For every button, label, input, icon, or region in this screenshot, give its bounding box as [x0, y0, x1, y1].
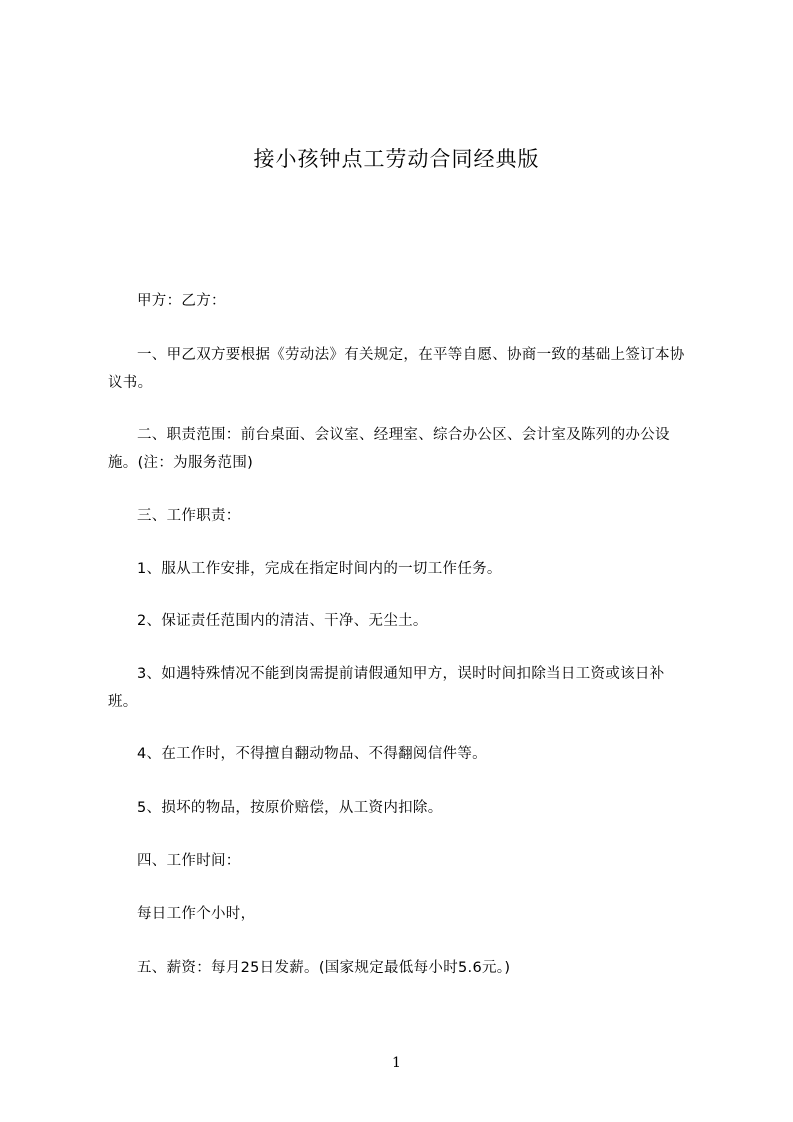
work-hours-line: 每日工作个小时，	[137, 906, 256, 922]
clause-2: 二、职责范围：前台桌面、会议室、经理室、综合办公区、会计室及陈列的办公设施。(注：为服务范围)	[108, 427, 670, 471]
page-number: 1	[392, 1055, 401, 1071]
clause-1: 一、甲乙双方要根据《劳动法》有关规定，在平等自愿、协商一致的基础上签订本协议书。	[108, 347, 685, 391]
clause-4-heading: 四、工作时间：	[137, 853, 241, 869]
duty-item-2: 2、保证责任范围内的清洁、干净、无尘土。	[137, 613, 428, 629]
party-line: 甲方：乙方：	[137, 293, 226, 309]
duty-item-3: 3、如遇特殊情况不能到岗需提前请假通知甲方，误时时间扣除当日工资或该日补班。	[108, 666, 665, 710]
duty-item-4: 4、在工作时，不得擅自翻动物品、不得翻阅信件等。	[137, 746, 487, 762]
document-title: 接小孩钟点工劳动合同经典版	[253, 147, 540, 171]
duty-item-5: 5、损坏的物品，按原价赔偿，从工资内扣除。	[137, 800, 443, 816]
clause-3-heading: 三、工作职责：	[137, 508, 241, 524]
duty-item-1: 1、服从工作安排，完成在指定时间内的一切工作任务。	[137, 561, 502, 577]
clause-5-salary: 五、薪资：每月25日发薪。(国家规定最低每小时5.6元。)	[137, 960, 511, 976]
